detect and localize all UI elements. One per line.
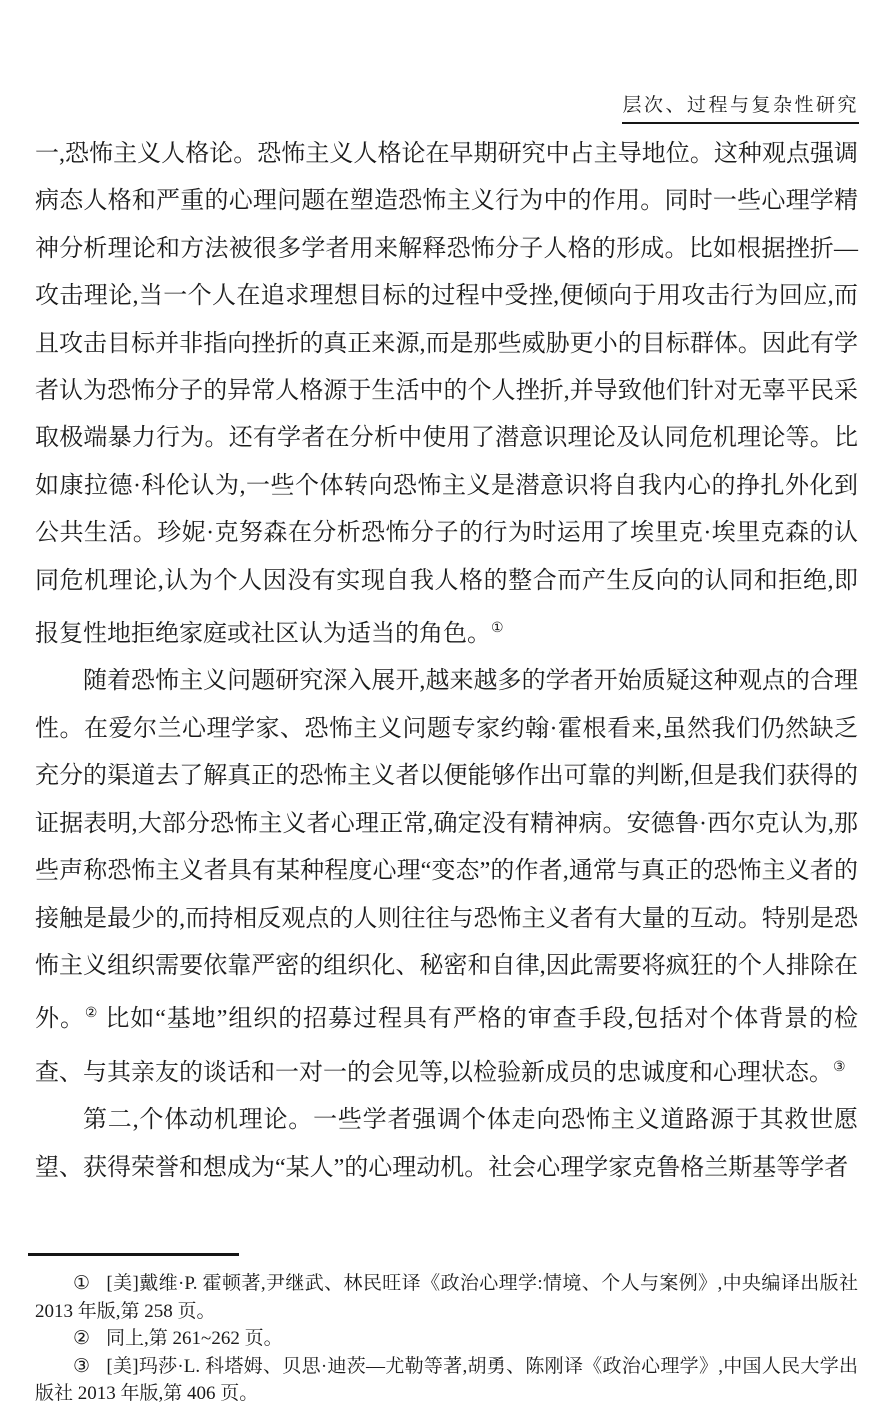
footnote-divider bbox=[28, 1253, 239, 1256]
footnote-3 bbox=[35, 1353, 858, 1408]
paragraph-1 bbox=[35, 131, 858, 658]
footnote-2 bbox=[35, 1325, 858, 1353]
footnote-ref-1: ① bbox=[491, 621, 504, 637]
footnote-ref-3: ③ bbox=[833, 1059, 846, 1075]
paragraph-1-text: 一,恐怖主义人格论。恐怖主义人格论在早期研究中占主导地位。这种观点强调病态人格和严重的心理问题在塑造恐怖主义行为中的作用。同时一些心理学精神分析理论和方法被很多学者用来解释恐怖分子人格的形成。比如根据挫折—攻击理论,当一个人在追求理想目标的过程中受挫,便倾向于用攻击行为回应,而且攻击目标并非指向挫折的真正来源,而是那些威胁更小的目标群体。因此有学者认为恐怖分子的异常人格源于生活中的个人挫折,并导致他们针对无辜平民采取极端暴力行为。还有学者在分析中使用了潜意识理论及认同危机理论等。比如康拉德·科伦认为,一些个体转向恐怖主义是潜意识将自我内心的挣扎外化到公共生活。珍妮·克努森在分析恐怖分子的行为时运用了埃里克·埃里克森的认同危机理论,认为个人因没有实现自我人格的整合而产生反向的认同和拒绝,即报复性地拒绝家庭或社区认为适当的角色。 bbox=[35, 141, 858, 648]
footnote-3-marker: ③ bbox=[73, 1355, 91, 1377]
paragraph-2-text-a: 随着恐怖主义问题研究深入展开,越来越多的学者开始质疑这种观点的合理性。在爱尔兰心理学家、恐怖主义问题专家约翰·霍根看来,虽然我们仍然缺乏充分的渠道去了解真正的恐怖主义者以便能够作出可靠的判断,但是我们获得的证据表明,大部分恐怖主义者心理正常,确定没有精神病。安德鲁·西尔克认为,那些声称恐怖主义者具有某种程度心理“变态”的作者,通常与真正的恐怖主义者的接触是最少的,而持相反观点的人则往往与恐怖主义者有大量的互动。特别是恐怖主义组织需要依靠严密的组织化、秘密和自律,因此需要将疯狂的个人排除在外。 bbox=[35, 668, 858, 1033]
footnote-ref-2: ② bbox=[84, 1006, 99, 1022]
paragraph-3-text: 第二,个体动机理论。一些学者强调个体走向恐怖主义道路源于其救世愿望、获得荣誉和想成为“某人”的心理动机。社会心理学家克鲁格兰斯基等学者 bbox=[35, 1107, 858, 1181]
footnote-3-text: [美]玛莎·L. 科塔姆、贝思·迪茨—尤勒等著,胡勇、陈刚译《政治心理学》,中国人民大学出版社 2013 年版,第 406 页。 bbox=[35, 1355, 858, 1404]
footnote-1-text: [美]戴维·P. 霍顿著,尹继武、林民旺译《政治心理学:情境、个人与案例》,中央编译出版社 2013 年版,第 258 页。 bbox=[35, 1273, 858, 1322]
running-head-title: 层次、过程与复杂性研究 bbox=[622, 90, 859, 124]
footnote-2-text: 同上,第 261~262 页。 bbox=[106, 1328, 283, 1349]
paragraph-2 bbox=[35, 658, 858, 1097]
footnote-1 bbox=[35, 1270, 858, 1325]
footnotes bbox=[35, 1270, 858, 1408]
footnote-1-marker: ① bbox=[73, 1273, 91, 1294]
paragraph-3 bbox=[35, 1097, 858, 1192]
footnote-2-marker: ② bbox=[73, 1328, 91, 1349]
body-text bbox=[35, 131, 858, 1192]
paragraph-2-text-b: 比如“基地”组织的招募过程具有严格的审查手段,包括对个体背景的检查、与其亲友的谈话和一对一的会见等,以检验新成员的忠诚度和心理状态。 bbox=[35, 1006, 858, 1086]
